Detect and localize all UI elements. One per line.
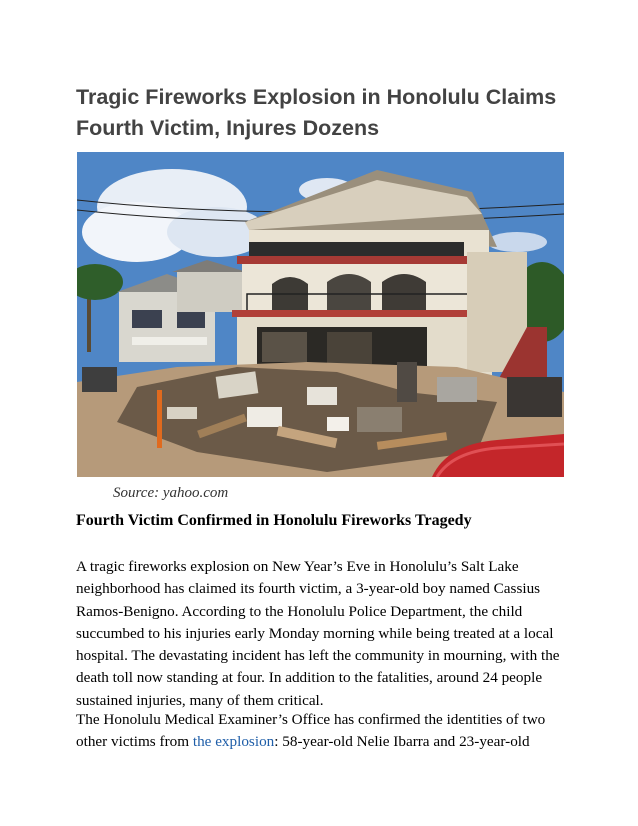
- explosion-link[interactable]: the explosion: [192, 733, 275, 751]
- paragraph-text: : 58-year-old Nelie Ibarra and 23-year-old: [274, 733, 530, 751]
- image-caption: Source: yahoo.com: [113, 485, 229, 501]
- body-paragraph: [76, 709, 566, 754]
- article-photo: [77, 152, 564, 477]
- damaged-house-illustration: [77, 152, 564, 477]
- body-paragraph: A tragic fireworks explosion on New Year’s Eve in Honolulu’s Salt Lake neighborhood has claimed its fourth victim, a 3-year-old boy named Cassius Ramos-Benigno. According to the Honolulu Police Department, the child succumbed to his injuries early Monday morning while being treated at a local hospital. The devastating incident has left the community in mourning, with the death toll now standing at four. In addition to the fatalities, around 24 people sustained injuries, many of them critical.: [76, 558, 560, 709]
- paragraph-text: The Honolulu Medical Examiner’s Office has confirmed the identities of two other victims from: [76, 711, 546, 751]
- section-heading: Fourth Victim Confirmed in Honolulu Fireworks Tragedy: [76, 512, 472, 529]
- article-title: Tragic Fireworks Explosion in Honolulu Claims Fourth Victim, Injures Dozens: [76, 85, 557, 140]
